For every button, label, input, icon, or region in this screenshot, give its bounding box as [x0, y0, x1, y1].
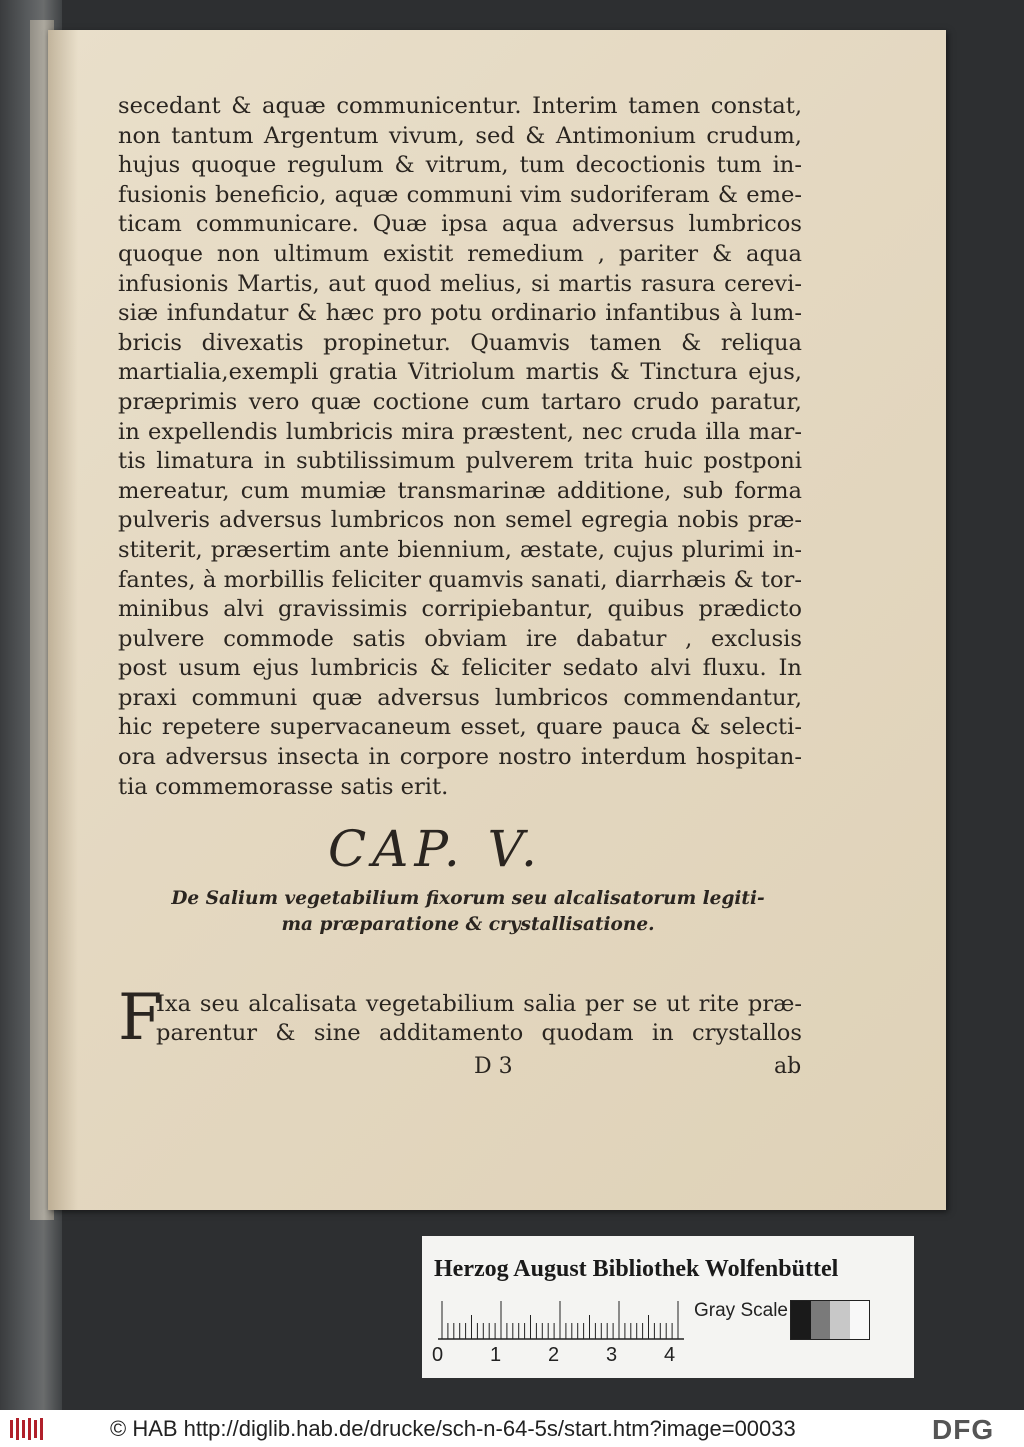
body-line: parentur & sine additamento quodam in crystallos	[156, 1020, 802, 1046]
catchword: ab	[774, 1054, 802, 1079]
body-line: mereatur, cum mumiæ transmarinæ additione, sub forma	[118, 477, 802, 504]
gray-swatch	[811, 1301, 831, 1339]
body-line: ora adversus insecta in corpore nostro interdum hospitan-	[118, 744, 802, 771]
dfg-logo: DFG	[932, 1414, 995, 1445]
book-page	[48, 30, 946, 1210]
body-line: pulveris adversus lumbricos non semel egregia nobis præ-	[118, 507, 802, 534]
ruler-number: 2	[548, 1344, 560, 1366]
body-line: ticam communicare. Quæ ipsa aqua adversus lumbricos	[118, 211, 802, 238]
body-line: minibus alvi gravissimis corripiebantur, quibus prædicto	[118, 596, 802, 623]
body-line: post usum ejus lumbricis & feliciter sedato alvi fluxu. In	[118, 655, 802, 682]
chapter-heading: CAP. V.	[328, 820, 543, 878]
library-label	[422, 1236, 914, 1378]
ruler-number: 4	[664, 1344, 676, 1366]
body-line: Ixa seu alcalisata vegetabilium salia per se ut rite præ-	[156, 991, 802, 1017]
ruler-icon	[438, 1300, 684, 1340]
ruler-number: 1	[490, 1344, 502, 1366]
body-line: tia commemorasse satis erit.	[118, 773, 449, 800]
chapter-title	[138, 886, 798, 938]
body-line: secedant & aquæ communicentur. Interim tamen constat,	[118, 93, 802, 119]
ruler-number: 0	[432, 1344, 444, 1366]
library-name: Herzog August Bibliothek Wolfenbüttel	[434, 1256, 839, 1282]
body-line: siæ infundatur & hæc pro potu ordinario infantibus à lum-	[118, 300, 802, 327]
gray-swatch	[791, 1301, 811, 1339]
gray-swatch	[850, 1301, 870, 1339]
body-line: hic repetere supervacaneum esset, quare pauca & selecti-	[118, 714, 802, 741]
body-line: tis limatura in subtilissimum pulverem trita huic postponi	[118, 448, 802, 475]
ruler-number: 3	[606, 1344, 618, 1366]
body-line: in expellendis lumbricis mira præstent, nec cruda illa mar-	[118, 418, 802, 445]
body-line: non tantum Argentum vivum, sed & Antimonium crudum,	[118, 122, 802, 149]
body-line: praxi communi quæ adversus lumbricos commendantur,	[118, 684, 802, 711]
copyright-link[interactable]: © HAB http://diglib.hab.de/drucke/sch-n-64-5s/start.htm?image=00033	[110, 1416, 796, 1441]
body-line: quoque non ultimum existit remedium , pariter & aqua	[118, 240, 802, 267]
footer-bar	[0, 1410, 1024, 1447]
body-line: fantes, à morbillis feliciter quamvis sanati, diarrhæis & tor-	[118, 566, 802, 593]
second-paragraph	[118, 981, 802, 1055]
signature-mark: D 3	[474, 1054, 513, 1079]
body-line: martialia,exempli gratia Vitriolum martis & Tinctura ejus,	[118, 359, 802, 386]
body-line: hujus quoque regulum & vitrum, tum decoctionis tum in-	[118, 152, 802, 179]
body-line: stiterit, præsertim ante biennium, æstate, cujus plurimi in-	[118, 536, 802, 563]
body-line: infusionis Martis, aut quod melius, si martis rasura cerevi-	[118, 270, 802, 297]
gray-swatch	[830, 1301, 850, 1339]
hab-logo-icon	[8, 1416, 48, 1442]
chapter-title-line: ma præparatione & crystallisatione.	[281, 914, 655, 935]
ruler-numbers	[432, 1344, 692, 1368]
body-line: bricis divexatis propinetur. Quamvis tamen & reliqua	[118, 329, 802, 356]
body-line: pulvere commode satis obviam ire dabatur , exclusis	[118, 625, 802, 652]
chapter-title-line: De Salium vegetabilium fixorum seu alcalisatorum legiti-	[171, 888, 765, 909]
gray-scale-swatch	[790, 1300, 870, 1340]
body-line: fusionis beneficio, aquæ communi vim sudoriferam & eme-	[118, 181, 802, 208]
gray-scale-label: Gray Scale	[694, 1300, 788, 1321]
body-line: præprimis vero quæ coctione cum tartaro crudo paratur,	[118, 388, 802, 415]
drop-cap: F	[118, 981, 163, 1055]
body-paragraph	[118, 92, 802, 802]
